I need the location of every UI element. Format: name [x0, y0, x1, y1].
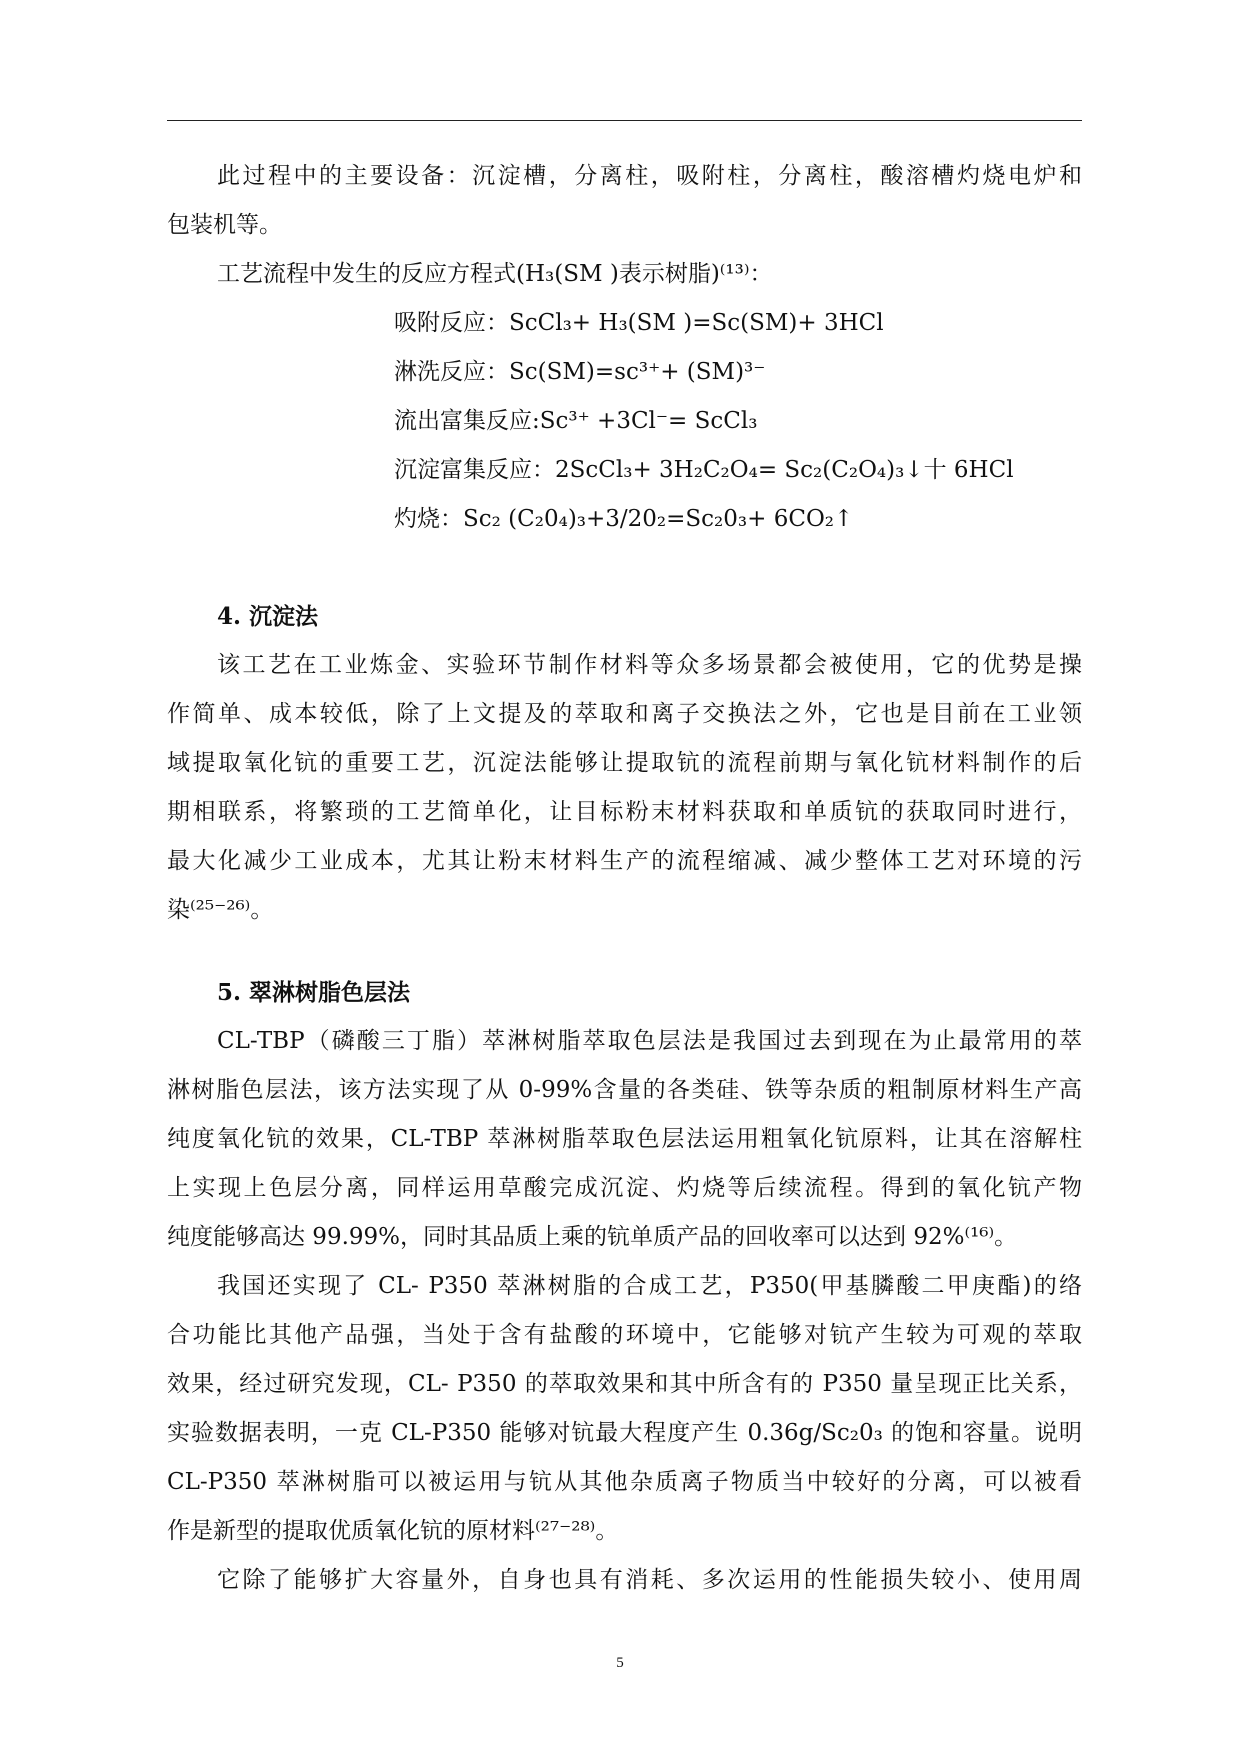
text-line: CL-P350 萃淋树脂可以被运用与钪从其他杂质离子物质当中较好的分离，可以被看 — [167, 1469, 1082, 1495]
text-line: 我国还实现了 CL- P350 萃淋树脂的合成工艺，P350(甲基膦酸二甲庚酯)的络 — [217, 1273, 1082, 1299]
equation-line: 淋洗反应：Sc(SM)=sc³⁺+ (SM)³⁻ — [394, 359, 766, 385]
text-line: 合功能比其他产品强，当处于含有盐酸的环境中，它能够对钪产生较为可观的萃取 — [167, 1322, 1082, 1348]
paragraph — [167, 641, 1082, 935]
heading-text: 4. 沉淀法 — [217, 603, 319, 630]
text-line: 期相联系，将繁琐的工艺简单化，让目标粉末材料获取和单质钪的获取同时进行， — [167, 799, 1082, 825]
text-line: 包装机等。 — [167, 212, 282, 238]
paragraph — [167, 1017, 1082, 1262]
spacer — [167, 935, 1082, 968]
paragraph — [167, 1556, 1082, 1605]
paragraph — [167, 250, 1082, 299]
text-line: 上实现上色层分离，同样运用草酸完成沉淀、灼烧等后续流程。得到的氧化钪产物 — [167, 1175, 1082, 1201]
text-line: 效果，经过研究发现，CL- P350 的萃取效果和其中所含有的 P350 量呈现正比关系， — [167, 1371, 1082, 1397]
text-line: 此过程中的主要设备：沉淀槽，分离柱，吸附柱，分离柱，酸溶槽灼烧电炉和 — [217, 163, 1082, 189]
equation-line: 流出富集反应:Sc³⁺ +3Cl⁻= ScCl₃ — [394, 408, 758, 434]
text-line: 实验数据表明，一克 CL-P350 能够对钪最大程度产生 0.36g/Sc₂0₃ 的饱和容量。说明 — [167, 1420, 1082, 1446]
equation-line: 沉淀富集反应：2ScCl₃+ 3H₂C₂O₄= Sc₂(C₂O₄)₃↓十 6HCl — [394, 457, 1014, 483]
document-body — [167, 152, 1082, 1605]
section-heading — [167, 968, 1082, 1017]
spacer — [167, 544, 1082, 592]
heading-text: 5. 翠淋树脂色层法 — [217, 979, 411, 1006]
equation-list — [167, 299, 1082, 544]
equation-line: 灼烧：Sc₂ (C₂0₄)₃+3/20₂=Sc₂0₃+ 6CO₂↑ — [394, 506, 854, 532]
text-line: 纯度能够高达 99.99%，同时其品质上乘的钪单质产品的回收率可以达到 92%⁽¹⁶⁾。 — [167, 1224, 1018, 1250]
text-line: 它除了能够扩大容量外，自身也具有消耗、多次运用的性能损失较小、使用周 — [217, 1567, 1082, 1593]
equation-line: 吸附反应：ScCl₃+ H₃(SM )=Sc(SM)+ 3HCl — [394, 310, 884, 336]
paragraph — [167, 152, 1082, 250]
text-line: 该工艺在工业炼金、实验环节制作材料等众多场景都会被使用，它的优势是操 — [217, 652, 1082, 678]
text-line: 作简单、成本较低，除了上文提及的萃取和离子交换法之外，它也是目前在工业领 — [167, 701, 1082, 727]
text-line: 纯度氧化钪的效果，CL-TBP 萃淋树脂萃取色层法运用粗氧化钪原料，让其在溶解柱 — [167, 1126, 1082, 1152]
text-line: 工艺流程中发生的反应方程式(H₃(SM )表示树脂)⁽¹³⁾： — [217, 261, 773, 287]
text-line: 最大化减少工业成本，尤其让粉末材料生产的流程缩减、减少整体工艺对环境的污 — [167, 848, 1082, 874]
text-line: 作是新型的提取优质氧化钪的原材料⁽²⁷⁻²⁸⁾。 — [167, 1518, 619, 1544]
text-line: CL-TBP（磷酸三丁脂）萃淋树脂萃取色层法是我国过去到现在为止最常用的萃 — [217, 1028, 1082, 1054]
section-heading — [167, 592, 1082, 641]
text-line: 淋树脂色层法，该方法实现了从 0-99%含量的各类硅、铁等杂质的粗制原材料生产高 — [167, 1077, 1082, 1103]
page-number: 5 — [616, 1655, 624, 1671]
text-line: 染⁽²⁵⁻²⁶⁾。 — [167, 897, 274, 923]
paragraph — [167, 1262, 1082, 1556]
header-rule — [167, 120, 1082, 121]
text-line: 域提取氧化钪的重要工艺，沉淀法能够让提取钪的流程前期与氧化钪材料制作的后 — [167, 750, 1082, 776]
